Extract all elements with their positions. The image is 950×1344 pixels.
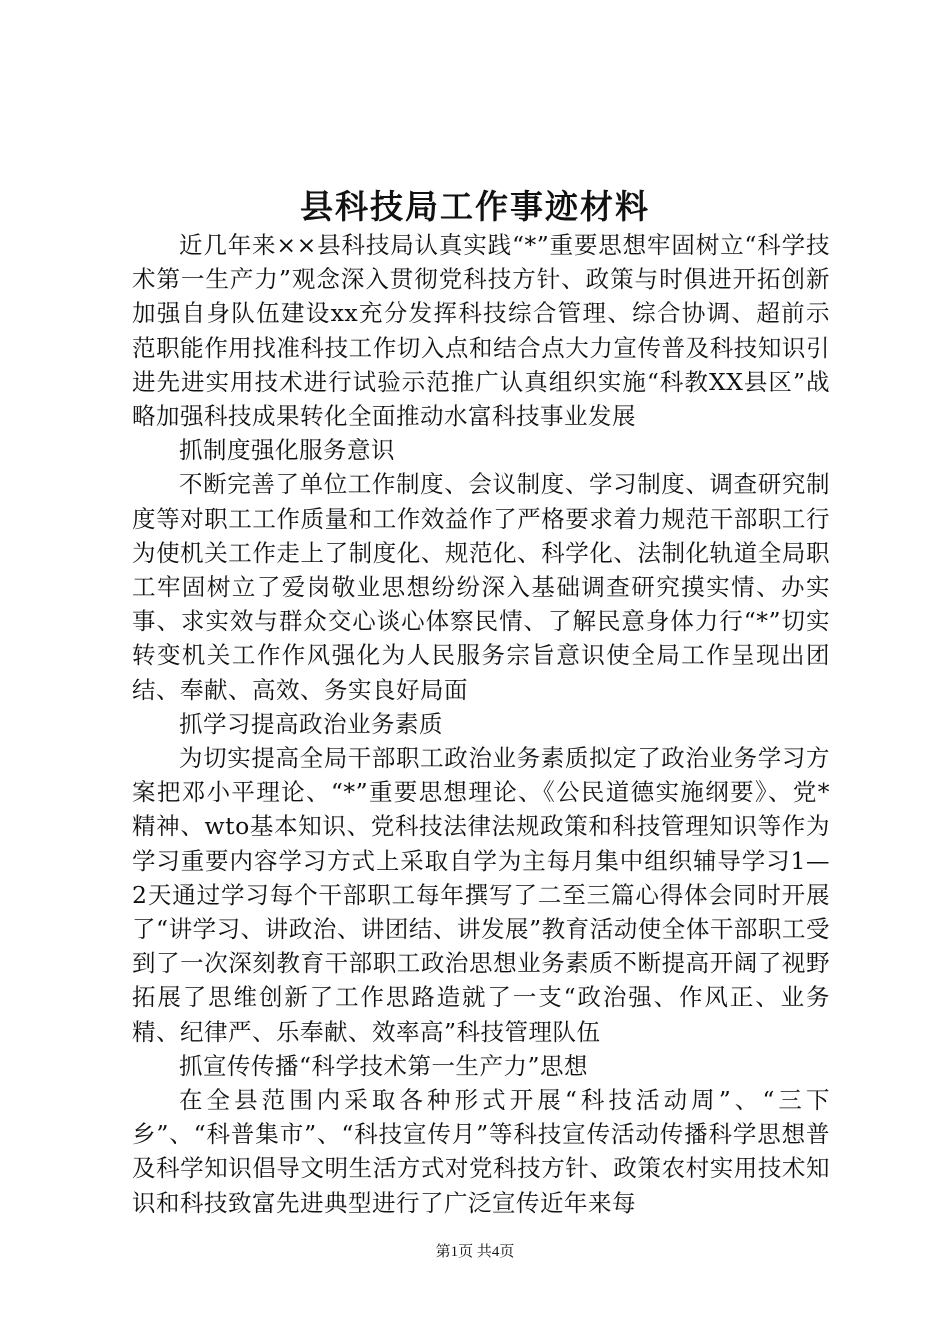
section-heading-study: 抓学习提高政治业务素质 (179, 709, 443, 738)
paragraph-intro: 近几年来××县科技局认真实践“*”重要思想牢固树立“科学技术第一生产力”观念深入贯彻党科技方针、政策与时俱进开拓创新加强自身队伍建设xx充分发挥科技综合管理、综合协调、超前示范职能作用找准科技工作切入点和结合点大力宣传普及科技知识引进先进实用技术进行试验示范推广认真组织实施“科教XX县区”战略加强科技成果转化全面推动水富科技事业发展 (132, 231, 830, 431)
document-title: 县科技局工作事迹材料 (300, 187, 650, 226)
section-heading-system: 抓制度强化服务意识 (179, 436, 395, 465)
paragraph-system: 不断完善了单位工作制度、会议制度、学习制度、调查研究制度等对职工工作质量和工作效益作了严格要求着力规范干部职工行为使机关工作走上了制度化、规范化、科学化、法制化轨道全局职工牢固树立了爱岗敬业思想纷纷深入基础调查研究摸实情、办实事、求实效与群众交心谈心体察民情、了解民意身体力行“*”切实转变机关工作作风强化为人民服务宗旨意识使全局工作呈现出团结、奉献、高效、务实良好局面 (132, 470, 830, 704)
paragraph-study: 为切实提高全局干部职工政治业务素质拟定了政治业务学习方案把邓小平理论、“*”重要思想理论、《公民道德实施纲要》、党*精神、wto基本知识、党科技法律法规政策和科技管理知识等作为学习重要内容学习方式上采取自学为主每月集中组织辅导学习1—2天通过学习每个干部职工每年撰写了二至三篇心得体会同时开展了“讲学习、讲政治、讲团结、讲发展”教育活动使全体干部职工受到了一次深刻教育干部职工政治思想业务素质不断提高开阔了视野拓展了思维创新了工作思路造就了一支“政治强、作风正、业务精、纪律严、乐奉献、效率高”科技管理队伍 (132, 744, 830, 1046)
paragraph-publicity: 在全县范围内采取各种形式开展“科技活动周”、“三下乡”、“科普集市”、“科技宣传月”等科技宣传活动传播科学思想普及科学知识倡导文明生活方式对党科技方针、政策农村实用技术知识和科技致富先进典型进行了广泛宣传近年来每 (132, 1086, 830, 1217)
document-body (132, 228, 830, 1220)
section-heading-publicity: 抓宣传传播“科学技术第一生产力”思想 (179, 1051, 589, 1080)
page-number-footer: 第1页 共4页 (435, 1244, 515, 1260)
